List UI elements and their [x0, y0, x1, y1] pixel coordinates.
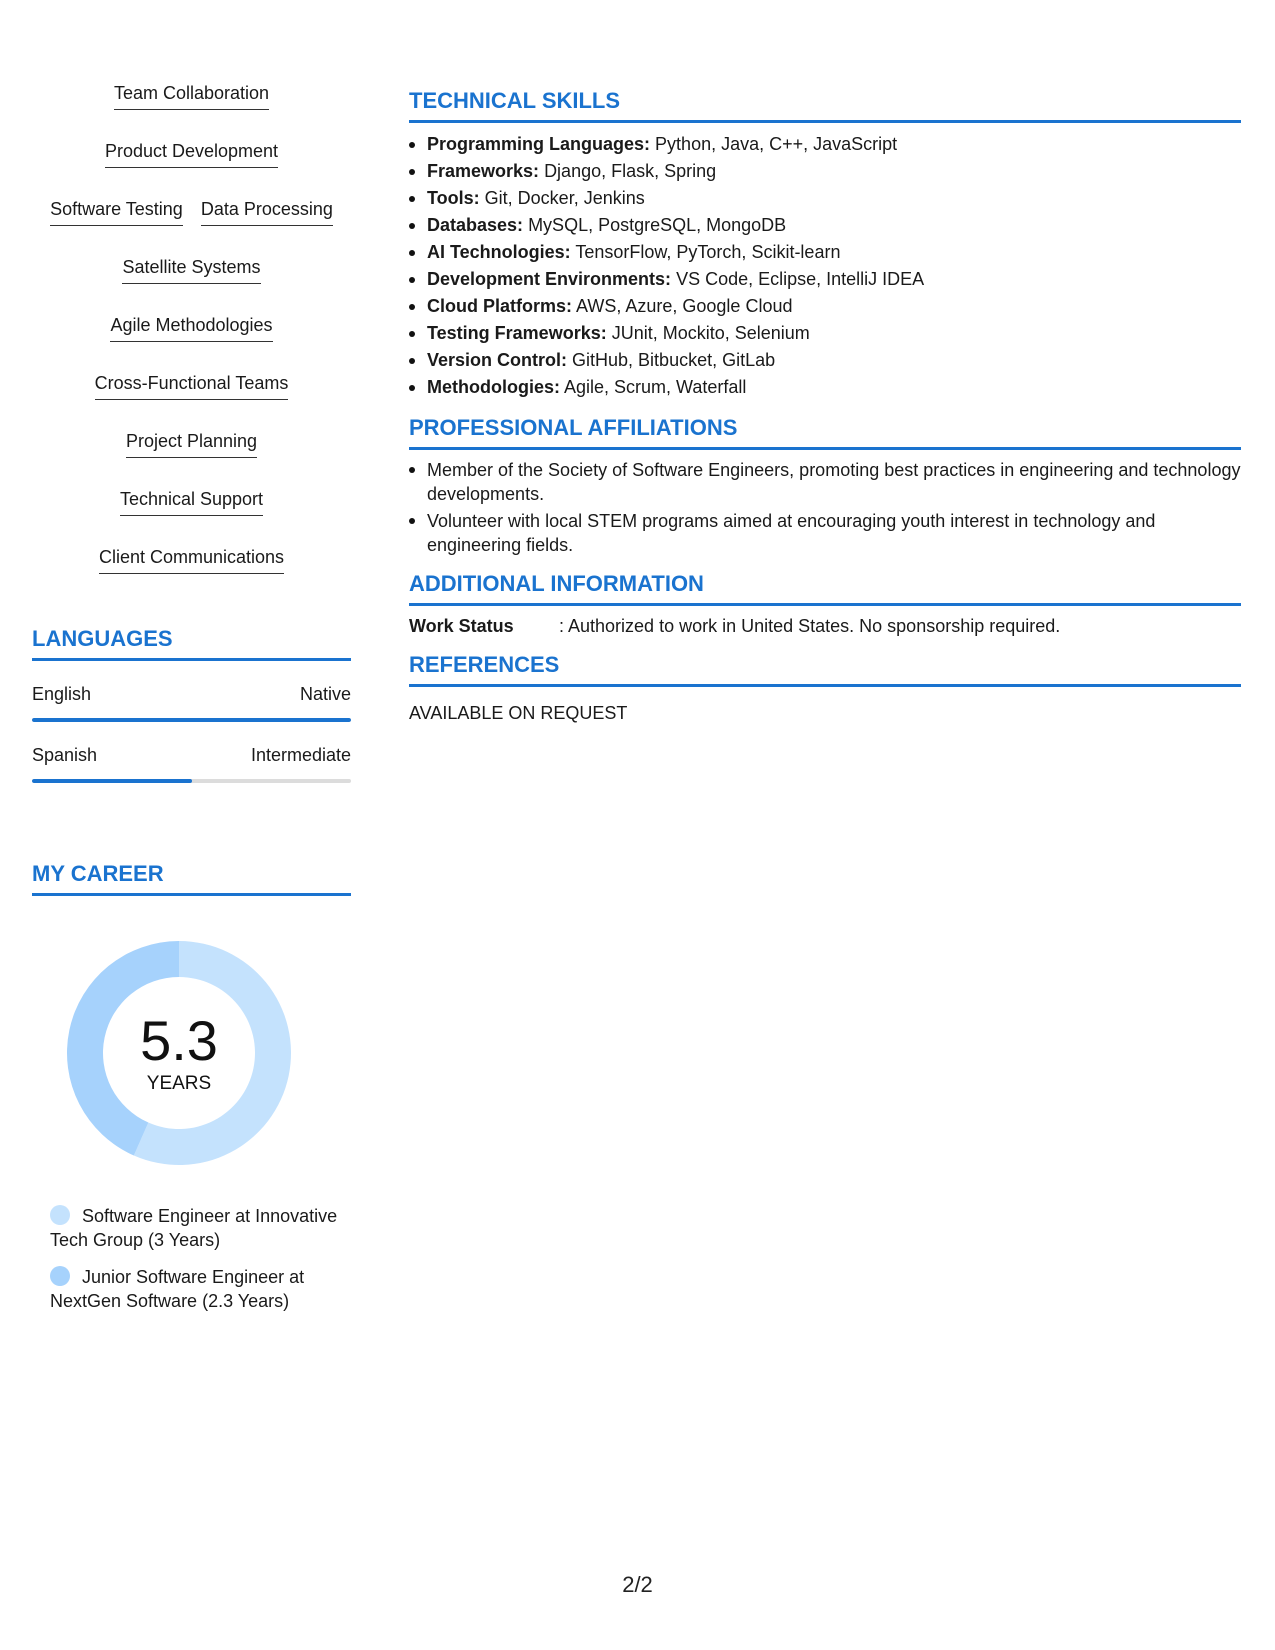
technical-skills-title: TECHNICAL SKILLS: [409, 88, 1241, 123]
language-bar: [32, 779, 351, 783]
additional-info-section: [409, 571, 1241, 638]
skills-tags: [32, 82, 351, 574]
additional-info-title: ADDITIONAL INFORMATION: [409, 571, 1241, 606]
skill-tag: Software Testing: [50, 198, 183, 226]
career-title: MY CAREER: [32, 861, 351, 896]
left-column: [32, 82, 351, 1326]
list-item: AI Technologies: TensorFlow, PyTorch, Scikit-learn: [409, 239, 1241, 266]
right-column: [409, 88, 1241, 725]
work-status-label: Work Status: [409, 616, 514, 636]
list-item: Version Control: GitHub, Bitbucket, GitLab: [409, 347, 1241, 374]
legend-dot-icon: [50, 1205, 70, 1225]
language-bar: [32, 718, 351, 722]
career-legend-label: Software Engineer at Innovative Tech Group (3 Years): [50, 1206, 338, 1250]
list-item: Tools: Git, Docker, Jenkins: [409, 185, 1241, 212]
work-status-row: [409, 614, 1241, 638]
skill-tag: Data Processing: [201, 198, 333, 226]
language-bar-fill: [32, 779, 192, 783]
languages-title: LANGUAGES: [32, 626, 351, 661]
affiliations-title: PROFESSIONAL AFFILIATIONS: [409, 415, 1241, 450]
language-bar-fill: [32, 718, 351, 722]
page-number: 2/2: [622, 1572, 653, 1597]
skill-tag: Project Planning: [126, 430, 257, 458]
list-item: Databases: MySQL, PostgreSQL, MongoDB: [409, 212, 1241, 239]
language-item: [32, 683, 351, 722]
skill-tag: Product Development: [105, 140, 278, 168]
skill-tag: Team Collaboration: [114, 82, 269, 110]
affiliations-section: [409, 415, 1241, 557]
list-item: Methodologies: Agile, Scrum, Waterfall: [409, 374, 1241, 401]
skill-tag: Technical Support: [120, 488, 263, 516]
career-legend-item: [50, 1204, 340, 1252]
list-item: Volunteer with local STEM programs aimed at encouraging youth interest in technology and engineering fields.: [409, 509, 1241, 557]
language-name: Spanish: [32, 745, 98, 765]
career-section: [32, 861, 351, 1313]
affiliations-list: [409, 458, 1241, 557]
technical-skills-section: [409, 88, 1241, 401]
list-item: Frameworks: Django, Flask, Spring: [409, 158, 1241, 185]
career-donut: [66, 940, 292, 1166]
language-level: Intermediate: [250, 745, 351, 765]
languages-section: [32, 626, 351, 783]
list-item: Cloud Platforms: AWS, Azure, Google Cloud: [409, 293, 1241, 320]
references-section: [409, 652, 1241, 725]
career-legend: [50, 1204, 340, 1313]
career-total-value: 5.3: [140, 1009, 218, 1072]
language-level: Native: [299, 684, 351, 704]
skill-tag: Cross-Functional Teams: [95, 372, 289, 400]
work-status-value: : Authorized to work in United States. No sponsorship required.: [559, 616, 1061, 636]
language-name: English: [32, 684, 92, 704]
legend-dot-icon: [50, 1266, 70, 1286]
language-item: [32, 744, 351, 783]
list-item: Development Environments: VS Code, Eclipse, IntelliJ IDEA: [409, 266, 1241, 293]
references-title: REFERENCES: [409, 652, 1241, 687]
references-text: AVAILABLE ON REQUEST: [409, 703, 628, 723]
list-item: Testing Frameworks: JUnit, Mockito, Selenium: [409, 320, 1241, 347]
career-legend-label: Junior Software Engineer at NextGen Software (2.3 Years): [50, 1267, 305, 1311]
list-item: Programming Languages: Python, Java, C++, JavaScript: [409, 131, 1241, 158]
career-legend-item: [50, 1265, 340, 1313]
skill-tag: Satellite Systems: [122, 256, 260, 284]
skill-tag: Client Communications: [99, 546, 284, 574]
list-item: Member of the Society of Software Engineers, promoting best practices in engineering and technology developments.: [409, 458, 1241, 506]
technical-skills-list: [409, 131, 1241, 401]
skill-tag: Agile Methodologies: [110, 314, 272, 342]
career-total-unit: YEARS: [146, 1073, 212, 1094]
